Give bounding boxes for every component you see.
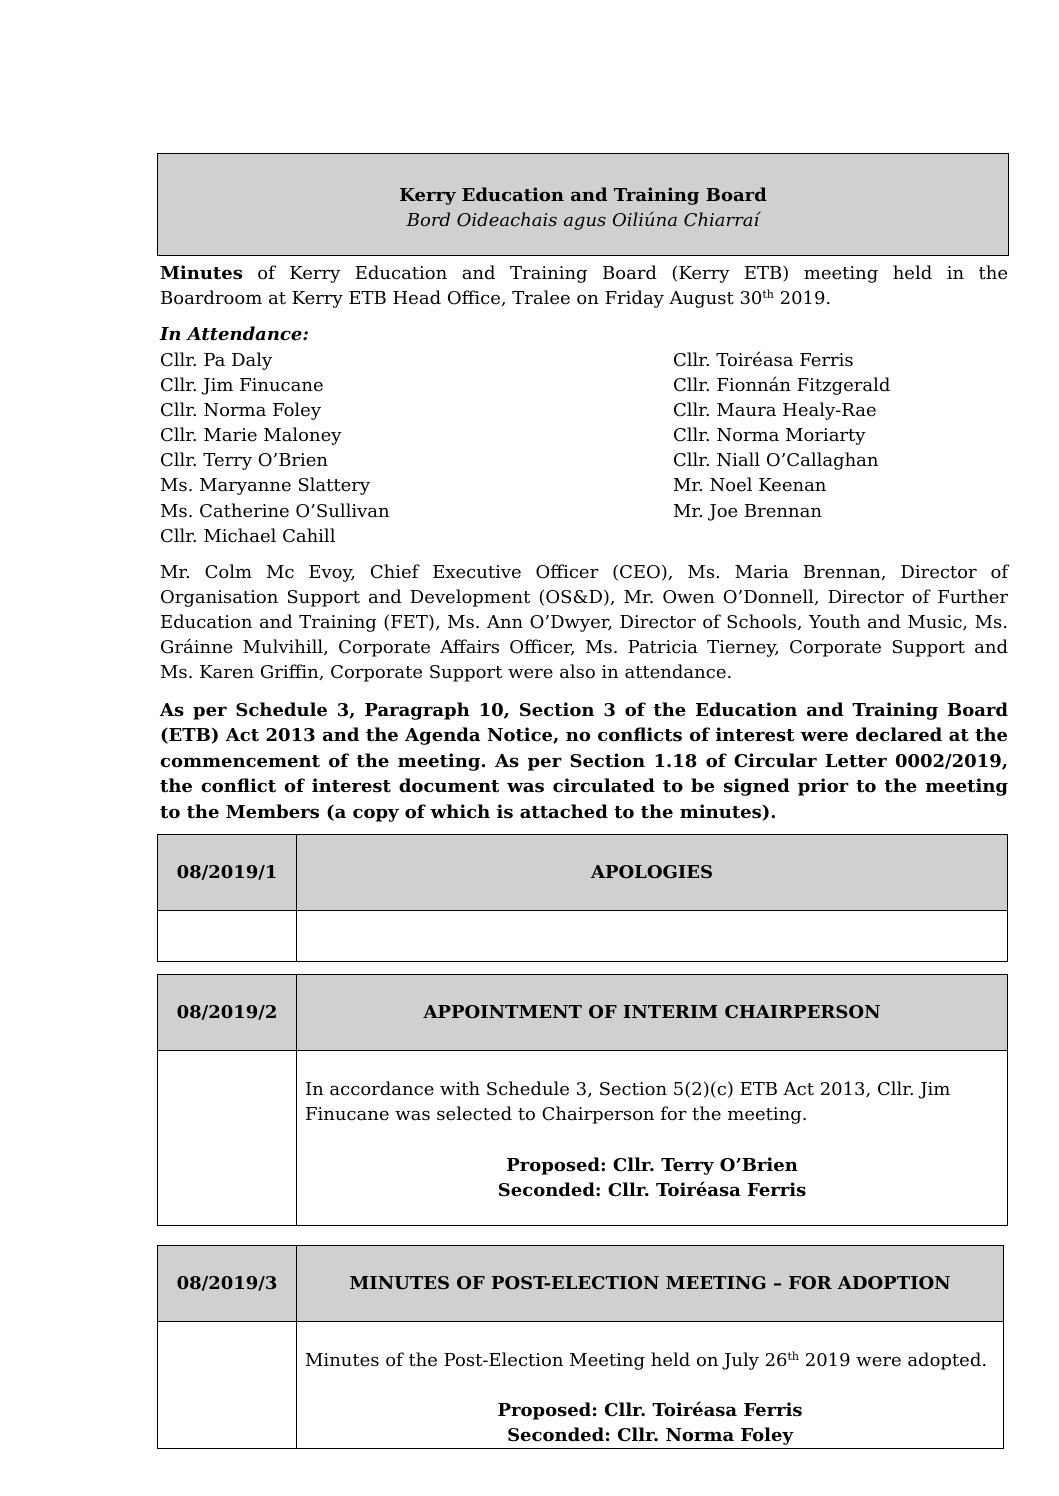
document-header — [157, 153, 1009, 256]
item-title: MINUTES OF POST-ELECTION MEETING – FOR ADOPTION — [297, 1246, 1004, 1322]
staff-paragraph: Mr. Colm Mc Evoy, Chief Executive Officer (CEO), Ms. Maria Brennan, Director of Organisation Support and Development (OS&D), Mr. Owen O’Donnell, Director of Further Education and Training (FET), Ms. Ann O’Dwyer, Director of Schools, Youth and Music, Ms. Gráinne Mulvihill, Corporate Affairs Officer, Ms. Patricia Tierney, Corporate Support and Ms. Karen Griffin, Corporate Support were also in attendance. — [160, 562, 1008, 683]
item-title: APOLOGIES — [297, 835, 1008, 911]
item-body — [297, 911, 1008, 962]
agenda-item-interim-chairperson — [157, 974, 1008, 1226]
attendee: Cllr. Maura Healy-Rae — [673, 400, 877, 422]
item-body-text-start: Minutes of the Post-Election Meeting held on July 26 — [305, 1350, 788, 1371]
organisation-title: Kerry Education and Training Board — [399, 185, 767, 206]
item-title: APPOINTMENT OF INTERIM CHAIRPERSON — [297, 975, 1008, 1051]
organisation-subtitle: Bord Oideachais agus Oiliúna Chiarraí — [406, 210, 760, 231]
agenda-item-post-election-minutes — [157, 1245, 1004, 1449]
item-body-text — [297, 1348, 1003, 1373]
item-empty-cell — [158, 1051, 297, 1226]
attendee: Ms. Catherine O’Sullivan — [160, 500, 390, 522]
item-body — [297, 1051, 1008, 1226]
attendee: Cllr. Niall O’Callaghan — [673, 450, 879, 472]
attendee: Ms. Maryanne Slattery — [160, 475, 371, 497]
attendee: Cllr. Pa Daly — [160, 350, 273, 371]
attendee: Cllr. Toiréasa Ferris — [673, 350, 854, 371]
proposed-by: Proposed: Cllr. Toiréasa Ferris — [497, 1400, 803, 1421]
attendee: Mr. Noel Keenan — [673, 475, 827, 497]
item-number: 08/2019/2 — [158, 975, 297, 1051]
attendee: Cllr. Michael Cahill — [160, 525, 336, 547]
attendance-list-left — [160, 348, 390, 549]
seconded-by: Seconded: Cllr. Norma Foley — [507, 1425, 793, 1446]
item-body-sup: th — [787, 1350, 800, 1363]
attendee: Cllr. Jim Finucane — [160, 375, 324, 397]
attendance-list-right — [673, 348, 890, 524]
intro-sup: th — [762, 288, 774, 301]
item-number: 08/2019/1 — [158, 835, 297, 911]
seconded-by: Seconded: Cllr. Toiréasa Ferris — [497, 1180, 807, 1201]
item-number: 08/2019/3 — [158, 1246, 297, 1322]
intro-paragraph — [160, 261, 1008, 311]
attendee: Cllr. Norma Moriarty — [673, 425, 866, 447]
item-body-text-end: 2019 were adopted. — [799, 1350, 988, 1371]
item-body — [297, 1322, 1004, 1449]
attendee: Cllr. Terry O’Brien — [160, 450, 329, 472]
item-empty-cell — [158, 1322, 297, 1449]
item-body-text: In accordance with Schedule 3, Section 5(2)(c) ETB Act 2013, Cllr. Jim Finucane was selected to Chairperson for the meeting. — [305, 1079, 951, 1125]
intro-lead: Minutes — [160, 263, 243, 284]
attendance-heading: In Attendance: — [160, 324, 309, 345]
attendee: Mr. Joe Brennan — [673, 500, 822, 522]
proposed-by: Proposed: Cllr. Terry O’Brien — [506, 1155, 798, 1176]
agenda-item-apologies — [157, 834, 1008, 962]
attendee: Cllr. Norma Foley — [160, 400, 321, 422]
item-empty-cell — [158, 911, 297, 962]
intro-text: of Kerry Education and Training Board (Kerry ETB) meeting held in the Boardroom at Kerry ETB Head Office, Tralee on Friday August 30 — [160, 263, 1008, 309]
conflict-of-interest-paragraph: As per Schedule 3, Paragraph 10, Section 3 of the Education and Training Board (ETB) Act 2013 and the Agenda Notice, no conflicts of interest were declared at the commencement of the meeting. As per Section 1.18 of Circular Letter 0002/2019, the conflict of interest document was circulated to be signed prior to the meeting to the Members (a copy of which is attached to the minutes). — [160, 700, 1008, 823]
attendee: Cllr. Fionnán Fitzgerald — [673, 375, 891, 397]
attendee: Cllr. Marie Maloney — [160, 425, 342, 447]
intro-text-end: 2019. — [773, 288, 832, 309]
